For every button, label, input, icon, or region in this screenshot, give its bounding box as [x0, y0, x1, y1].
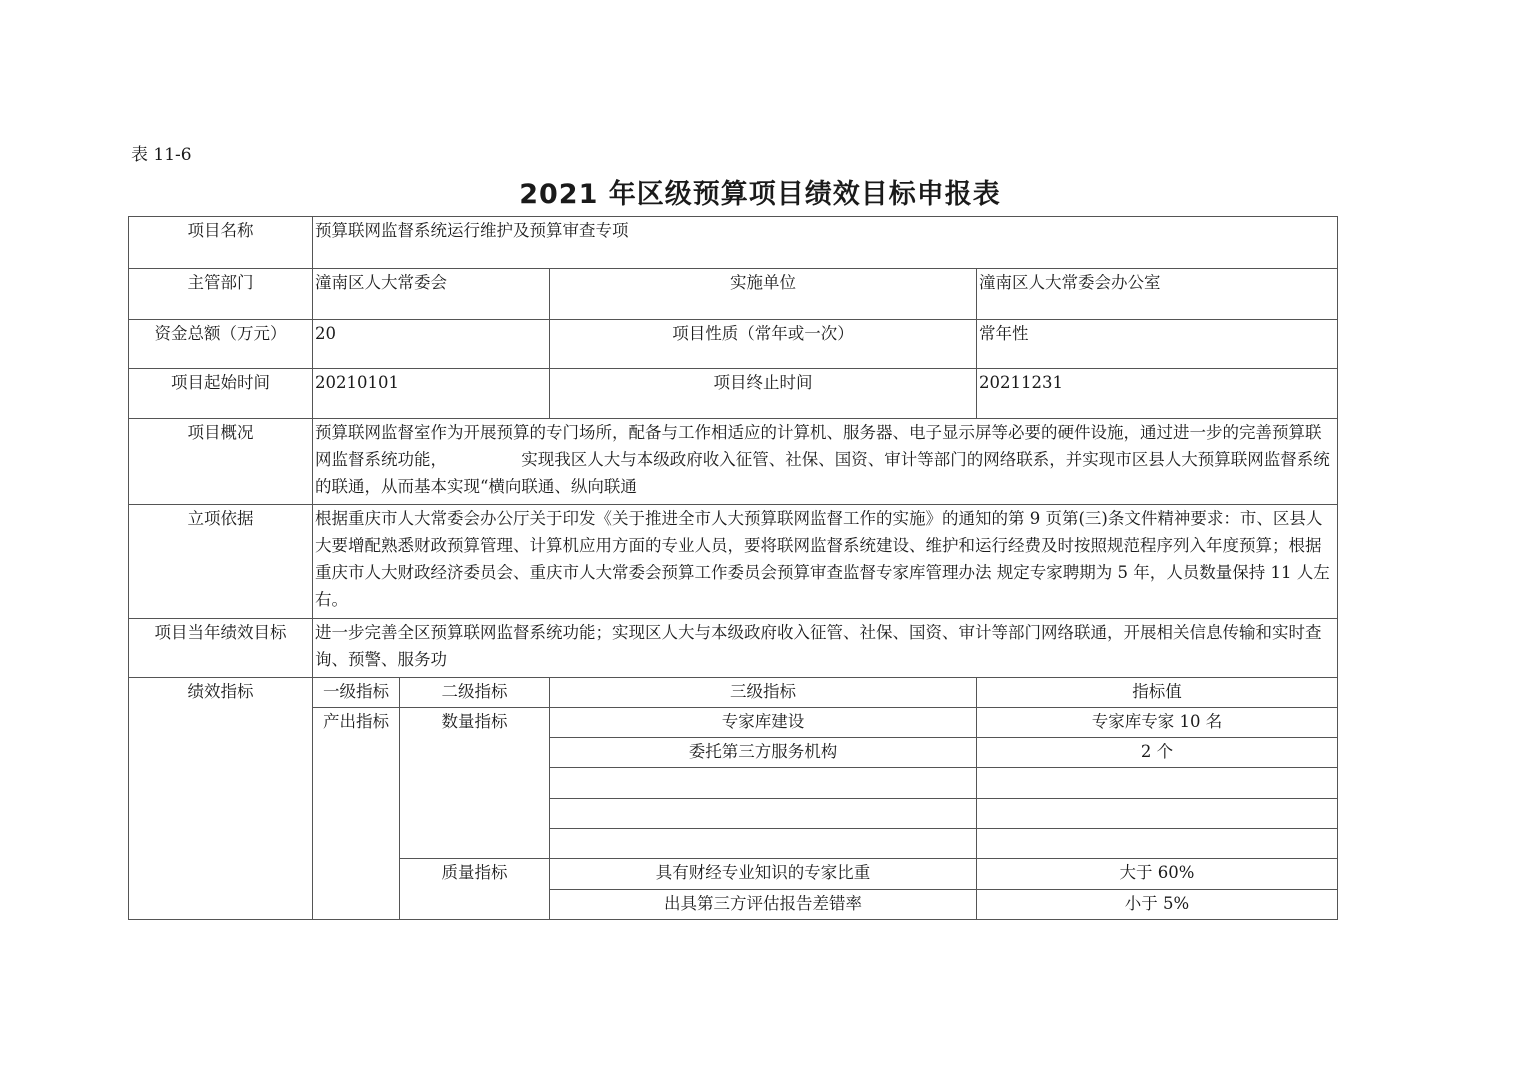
label-basis: 立项依据: [129, 505, 313, 619]
indicator-name: 专家库建设: [550, 708, 977, 738]
quantity-indicator: 数量指标: [400, 708, 550, 859]
value-dept: 潼南区人大常委会: [313, 269, 550, 320]
label-dept: 主管部门: [129, 269, 313, 320]
value-funds: 20: [313, 320, 550, 369]
row-dates: [129, 369, 1338, 419]
performance-form-table: [128, 216, 1338, 920]
indicator-name: [550, 768, 977, 799]
value-end: 20211231: [977, 369, 1338, 419]
label-nature: 项目性质（常年或一次）: [550, 320, 977, 369]
row-overview: [129, 419, 1338, 505]
indicator-value: 2 个: [977, 738, 1338, 768]
header-level2: 二级指标: [400, 678, 550, 708]
label-overview: 项目概况: [129, 419, 313, 505]
indicator-name: [550, 799, 977, 829]
row-funds: [129, 320, 1338, 369]
label-start: 项目起始时间: [129, 369, 313, 419]
indicator-value: 专家库专家 10 名: [977, 708, 1338, 738]
row-basis: [129, 505, 1338, 619]
label-project-name: 项目名称: [129, 217, 313, 269]
header-level1: 一级指标: [313, 678, 400, 708]
row-dept: [129, 269, 1338, 320]
quality-indicator: 质量指标: [400, 859, 550, 920]
label-impl-unit: 实施单位: [550, 269, 977, 320]
label-end: 项目终止时间: [550, 369, 977, 419]
indicator-name: 具有财经专业知识的专家比重: [550, 859, 977, 890]
document-title: 2021 年区级预算项目绩效目标申报表: [519, 179, 1001, 210]
row-project-name: [129, 217, 1338, 269]
indicator-value: 大于 60%: [977, 859, 1338, 890]
indicator-name: [550, 829, 977, 859]
header-level3: 三级指标: [550, 678, 977, 708]
indicator-name: 委托第三方服务机构: [550, 738, 977, 768]
value-nature: 常年性: [977, 320, 1338, 369]
row-goal: [129, 619, 1338, 678]
value-overview: 预算联网监督室作为开展预算的专门场所，配备与工作相适应的计算机、服务器、电子显示屏等必要的硬件设施，通过进一步的完善预算联网监督系统功能， 实现我区人大与本级政府收入征管、社保、国资、审计等部门的网络联系，并实现市区县人大预算联网监督系统的联通，从而基本实现“横向联通、纵向联通: [313, 419, 1338, 505]
value-project-name: 预算联网监督系统运行维护及预算审查专项: [313, 217, 1338, 269]
value-goal: 进一步完善全区预算联网监督系统功能；实现区人大与本级政府收入征管、社保、国资、审计等部门网络联通，开展相关信息传输和实时查询、预警、服务功: [313, 619, 1338, 678]
value-impl-unit: 潼南区人大常委会办公室: [977, 269, 1338, 320]
label-indicators: 绩效指标: [129, 678, 313, 920]
indicator-name: 出具第三方评估报告差错率: [550, 890, 977, 920]
header-value: 指标值: [977, 678, 1338, 708]
indicator-value: [977, 768, 1338, 799]
value-start: 20210101: [313, 369, 550, 419]
indicator-value: 小于 5%: [977, 890, 1338, 920]
indicator-value: [977, 829, 1338, 859]
value-basis: 根据重庆市人大常委会办公厅关于印发《关于推进全市人大预算联网监督工作的实施》的通知的第 9 页第(三)条文件精神要求：市、区县人大要增配熟悉财政预算管理、计算机应用方面的专业人员，要将联网监督系统建设、维护和运行经费及时按照规范程序列入年度预算；根据重庆市人大财政经济委员会、重庆市人大常委会预算工作委员会预算审查监督专家库管理办法 规定专家聘期为 5 年，人员数量保持 11 人左右。: [313, 505, 1338, 619]
row-indicator-headers: [129, 678, 1338, 708]
output-indicator: 产出指标: [313, 708, 400, 920]
table-number: 表 11-6: [131, 145, 192, 165]
label-goal: 项目当年绩效目标: [129, 619, 313, 678]
indicator-value: [977, 799, 1338, 829]
label-funds: 资金总额（万元）: [129, 320, 313, 369]
